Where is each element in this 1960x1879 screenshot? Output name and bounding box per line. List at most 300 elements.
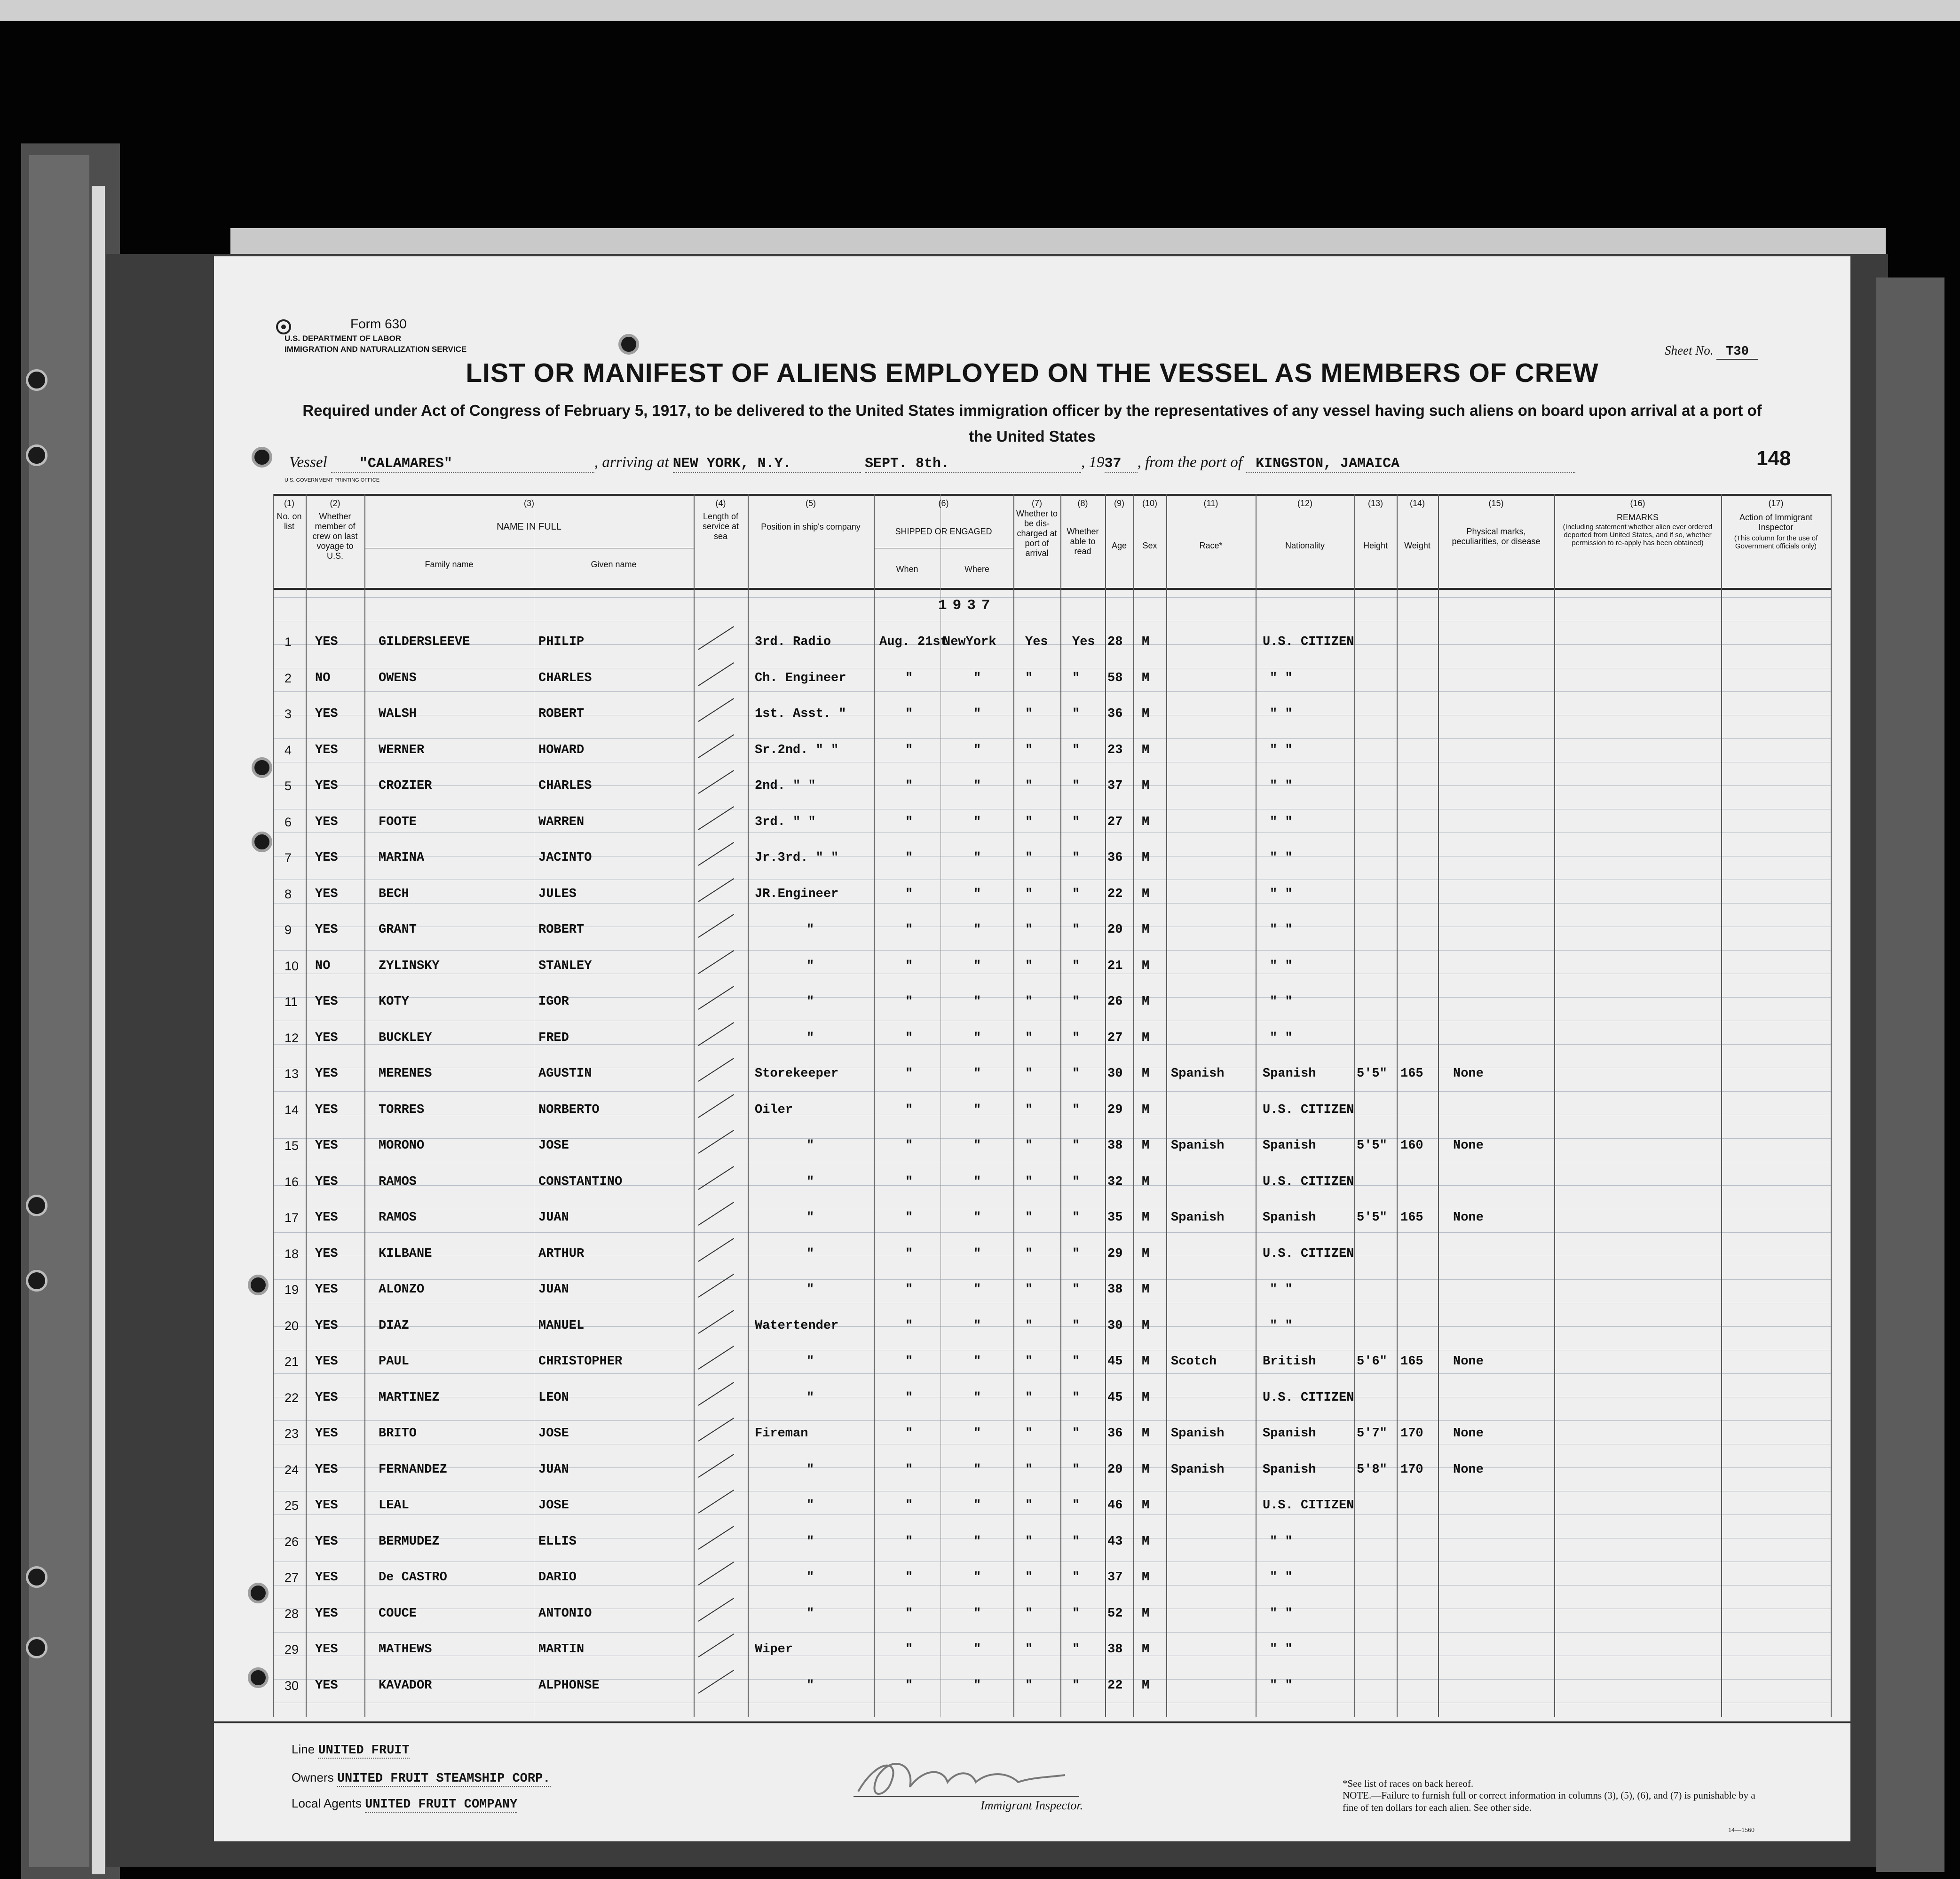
crew-age: 36 <box>1107 851 1123 865</box>
line-value: UNITED FRUIT <box>318 1744 410 1758</box>
print-code: 14—1560 <box>1728 1827 1755 1834</box>
crew-discharged: " <box>1025 1678 1033 1693</box>
crew-nationality: U.S. CITIZEN <box>1263 1498 1354 1513</box>
crew-no: 25 <box>285 1498 299 1513</box>
crew-shipped-when: " <box>905 1283 913 1297</box>
crew-age: 26 <box>1107 995 1123 1009</box>
crew-age: 22 <box>1107 1678 1123 1693</box>
service-length-mark <box>698 1058 734 1082</box>
crew-shipped-when: " <box>905 1606 913 1621</box>
crew-no: 20 <box>285 1318 299 1333</box>
crew-last-voyage: YES <box>315 1606 338 1621</box>
service-length-mark <box>698 1670 734 1694</box>
crew-given-name: CONSTANTINO <box>538 1174 623 1189</box>
crew-given-name: JOSE <box>538 1139 569 1153</box>
crew-able-to-read: " <box>1072 959 1080 973</box>
row-rule <box>273 1232 1832 1233</box>
crew-sex: M <box>1142 1427 1150 1441</box>
department-seal-icon <box>275 317 292 336</box>
crew-age: 35 <box>1107 1211 1123 1225</box>
crew-family-name: CROZIER <box>379 779 432 793</box>
crew-nationality: " " <box>1270 1283 1293 1297</box>
punch-hole <box>252 447 272 468</box>
col2-num: (2) <box>330 499 340 508</box>
row-rule <box>273 785 1832 786</box>
crew-discharged: " <box>1025 1174 1033 1189</box>
col-rule <box>273 494 274 1717</box>
crew-no: 28 <box>285 1606 299 1621</box>
crew-shipped-where: " <box>973 1031 981 1045</box>
col2-header: Whether member of crew on last voyage to U.S. <box>312 512 358 561</box>
port-label: , from the port of <box>1137 454 1242 471</box>
crew-able-to-read: " <box>1072 1462 1080 1477</box>
crew-able-to-read: " <box>1072 923 1080 937</box>
crew-able-to-read: " <box>1072 1031 1080 1045</box>
crew-given-name: HOWARD <box>538 743 585 757</box>
row-rule <box>273 691 1832 692</box>
crew-given-name: CHRISTOPHER <box>538 1355 623 1369</box>
form-number: Form 630 <box>350 317 407 331</box>
crew-shipped-where: " <box>973 1067 981 1081</box>
crew-sex: M <box>1142 1462 1150 1477</box>
crew-position: Sr.2nd. " " <box>755 743 839 757</box>
crew-position: " <box>806 1139 814 1153</box>
service-length-mark <box>698 1022 734 1046</box>
crew-shipped-where: " <box>973 851 981 865</box>
crew-nationality: U.S. CITIZEN <box>1263 1174 1354 1189</box>
col3-num: (3) <box>524 499 534 508</box>
col3-header: NAME IN FULL <box>497 522 561 532</box>
crew-shipped-where: " <box>973 1570 981 1585</box>
service-length-mark <box>698 842 734 866</box>
crew-given-name: WARREN <box>538 815 585 829</box>
table-top-rule <box>273 494 1832 496</box>
crew-nationality: Spanish <box>1263 1462 1316 1477</box>
crew-sex: M <box>1142 1031 1150 1045</box>
crew-discharged: " <box>1025 1606 1033 1621</box>
crew-able-to-read: " <box>1072 1067 1080 1081</box>
crew-nationality: " " <box>1270 1606 1293 1621</box>
crew-family-name: ZYLINSKY <box>379 959 440 973</box>
service-length-mark <box>698 1418 734 1442</box>
crew-physical-marks: None <box>1453 1355 1484 1369</box>
crew-last-voyage: YES <box>315 1174 338 1189</box>
col9-header: Age <box>1111 541 1127 550</box>
crew-discharged: " <box>1025 743 1033 757</box>
crew-position: 1st. Asst. " <box>755 707 846 721</box>
year-heading: 1937 <box>938 597 996 614</box>
binder-hole <box>26 1195 47 1216</box>
crew-last-voyage: YES <box>315 1031 338 1045</box>
service-length-mark <box>698 1094 734 1118</box>
crew-able-to-read: " <box>1072 1570 1080 1585</box>
crew-age: 30 <box>1107 1318 1123 1333</box>
service-length-mark <box>698 1598 734 1622</box>
col5-header: Position in ship's company <box>761 522 861 531</box>
crew-sex: M <box>1142 959 1150 973</box>
crew-sex: M <box>1142 1642 1150 1657</box>
crew-sex: M <box>1142 1139 1150 1153</box>
service-length-mark <box>698 626 734 650</box>
col-rule <box>1013 494 1014 1717</box>
crew-race: Spanish <box>1171 1211 1225 1225</box>
crew-family-name: TORRES <box>379 1102 425 1117</box>
row-rule <box>273 832 1832 833</box>
crew-last-voyage: YES <box>315 1246 338 1261</box>
crew-sex: M <box>1142 1390 1150 1405</box>
crew-position: " <box>806 959 814 973</box>
crew-position: Wiper <box>755 1642 793 1657</box>
crew-shipped-where: " <box>973 1355 981 1369</box>
col17-header: Action of Immigrant Inspector <box>1739 513 1813 532</box>
crew-family-name: WERNER <box>379 743 425 757</box>
crew-position: Watertender <box>755 1318 839 1333</box>
crew-given-name: LEON <box>538 1390 569 1405</box>
crew-discharged: " <box>1025 707 1033 721</box>
crew-sex: M <box>1142 1498 1150 1513</box>
crew-no: 12 <box>285 1031 299 1045</box>
crew-shipped-when: Aug. 21st <box>879 635 948 649</box>
crew-physical-marks: None <box>1453 1067 1484 1081</box>
crew-no: 21 <box>285 1355 299 1369</box>
service-length-mark <box>698 1526 734 1550</box>
crew-age: 27 <box>1107 815 1123 829</box>
crew-given-name: CHARLES <box>538 671 592 685</box>
crew-age: 30 <box>1107 1067 1123 1081</box>
row-rule <box>273 1279 1832 1280</box>
crew-family-name: FOOTE <box>379 815 417 829</box>
line-label: Line <box>292 1742 315 1756</box>
page-title: LIST OR MANIFEST OF ALIENS EMPLOYED ON THE VESSEL AS MEMBERS OF CREW <box>466 358 1599 388</box>
crew-discharged: " <box>1025 1318 1033 1333</box>
crew-shipped-when: " <box>905 923 913 937</box>
crew-physical-marks: None <box>1453 1462 1484 1477</box>
crew-discharged: " <box>1025 1427 1033 1441</box>
crew-able-to-read: " <box>1072 1174 1080 1189</box>
crew-nationality: U.S. CITIZEN <box>1263 635 1354 649</box>
crew-nationality: U.S. CITIZEN <box>1263 1246 1354 1261</box>
crew-no: 7 <box>285 851 292 865</box>
page-subtitle: Required under Act of Congress of February 5, 1917, to be delivered to the United States immigration officer by the representatives of any vessel having such aliens on board upon arrival at a port of the United States <box>302 402 1762 445</box>
crew-family-name: MATHEWS <box>379 1642 432 1657</box>
col-rule <box>1105 494 1106 1717</box>
crew-sex: M <box>1142 887 1150 901</box>
crew-shipped-where: " <box>973 707 981 721</box>
crew-last-voyage: YES <box>315 1678 338 1693</box>
service-length-mark <box>698 986 734 1010</box>
owners-field <box>292 1770 551 1786</box>
punch-hole <box>248 1583 269 1603</box>
col10-header: Sex <box>1142 541 1157 550</box>
crew-discharged: " <box>1025 671 1033 685</box>
col-rule <box>694 494 695 1717</box>
crew-shipped-where: " <box>973 1211 981 1225</box>
col-rule <box>1354 494 1355 1717</box>
crew-able-to-read: " <box>1072 1534 1080 1549</box>
crew-shipped-when: " <box>905 1139 913 1153</box>
service-length-mark <box>698 1633 734 1657</box>
crew-able-to-read: " <box>1072 1427 1080 1441</box>
punch-hole <box>252 832 272 852</box>
crew-family-name: WALSH <box>379 707 417 721</box>
crew-family-name: MERENES <box>379 1067 432 1081</box>
crew-position: " <box>806 1283 814 1297</box>
crew-position: " <box>806 995 814 1009</box>
col-rule <box>1438 494 1439 1717</box>
col13-header: Height <box>1363 541 1388 550</box>
col-rule <box>1256 494 1257 1717</box>
crew-position: " <box>806 1498 814 1513</box>
crew-family-name: BECH <box>379 887 409 901</box>
crew-shipped-where: " <box>973 887 981 901</box>
crew-no: 24 <box>285 1462 299 1477</box>
col-rule <box>364 494 365 1717</box>
crew-shipped-where: " <box>973 1102 981 1117</box>
crew-height: 5'7" <box>1357 1427 1387 1441</box>
crew-sex: M <box>1142 1174 1150 1189</box>
col16-subheader: (Including statement whether alien ever ordered deported from United States, and if so, whether permission to re-apply has been obtained) <box>1563 523 1713 547</box>
crew-last-voyage: YES <box>315 851 338 865</box>
crew-last-voyage: YES <box>315 743 338 757</box>
crew-shipped-where: " <box>973 1462 981 1477</box>
crew-position: 3rd. Radio <box>755 635 831 649</box>
crew-shipped-when: " <box>905 887 913 901</box>
crew-sex: M <box>1142 1318 1150 1333</box>
crew-shipped-where: " <box>973 1318 981 1333</box>
crew-discharged: " <box>1025 1355 1033 1369</box>
crew-race: Scotch <box>1171 1355 1217 1369</box>
col-rule <box>1554 494 1555 1717</box>
crew-shipped-when: " <box>905 1570 913 1585</box>
col12-header: Nationality <box>1285 541 1325 550</box>
crew-last-voyage: YES <box>315 1283 338 1297</box>
owners-label: Owners <box>292 1770 334 1784</box>
crew-last-voyage: YES <box>315 1462 338 1477</box>
binder-hole <box>26 369 47 391</box>
crew-shipped-when: " <box>905 815 913 829</box>
service-length-mark <box>698 1310 734 1334</box>
crew-family-name: ALONZO <box>379 1283 425 1297</box>
crew-nationality: " " <box>1270 959 1293 973</box>
crew-no: 9 <box>285 923 292 937</box>
crew-position: " <box>806 1355 814 1369</box>
crew-discharged: " <box>1025 1246 1033 1261</box>
crew-sex: M <box>1142 815 1150 829</box>
crew-no: 26 <box>285 1534 299 1549</box>
crew-shipped-when: " <box>905 671 913 685</box>
crew-height: 5'5" <box>1357 1139 1387 1153</box>
crew-physical-marks: None <box>1453 1211 1484 1225</box>
crew-nationality: " " <box>1270 1642 1293 1657</box>
crew-nationality: " " <box>1270 743 1293 757</box>
row-rule <box>273 1632 1832 1633</box>
crew-table <box>273 494 1832 1717</box>
crew-sex: M <box>1142 1283 1150 1297</box>
crew-last-voyage: YES <box>315 1355 338 1369</box>
crew-discharged: " <box>1025 815 1033 829</box>
crew-age: 22 <box>1107 887 1123 901</box>
row-rule <box>273 1373 1832 1374</box>
crew-able-to-read: " <box>1072 707 1080 721</box>
crew-able-to-read: " <box>1072 1318 1080 1333</box>
col-rule <box>1831 494 1832 1717</box>
crew-given-name: ROBERT <box>538 923 585 937</box>
crew-position: 2nd. " " <box>755 779 816 793</box>
crew-sex: M <box>1142 1534 1150 1549</box>
crew-discharged: " <box>1025 923 1033 937</box>
crew-shipped-when: " <box>905 707 913 721</box>
crew-able-to-read: " <box>1072 1139 1080 1153</box>
crew-no: 1 <box>285 635 292 649</box>
col7-header: Whether to be dis-charged at port of arrival <box>1016 509 1058 558</box>
crew-family-name: MORONO <box>379 1139 425 1153</box>
row-rule <box>273 1326 1832 1327</box>
crew-no: 4 <box>285 743 292 757</box>
crew-age: 38 <box>1107 1283 1123 1297</box>
row-rule <box>273 903 1832 904</box>
crew-age: 45 <box>1107 1355 1123 1369</box>
crew-shipped-when: " <box>905 1102 913 1117</box>
crew-age: 23 <box>1107 743 1123 757</box>
vessel-label: Vessel <box>289 454 327 471</box>
crew-shipped-where: " <box>973 1283 981 1297</box>
crew-shipped-when: " <box>905 1427 913 1441</box>
crew-age: 27 <box>1107 1031 1123 1045</box>
crew-height: 5'8" <box>1357 1462 1387 1477</box>
crew-no: 8 <box>285 887 292 901</box>
binder-hole <box>26 1637 47 1658</box>
crew-shipped-when: " <box>905 1318 913 1333</box>
crew-given-name: PHILIP <box>538 635 585 649</box>
crew-age: 36 <box>1107 707 1123 721</box>
crew-shipped-when: " <box>905 1498 913 1513</box>
crew-no: 23 <box>285 1427 299 1441</box>
col-rule <box>1133 494 1134 1717</box>
crew-position: " <box>806 1534 814 1549</box>
crew-age: 52 <box>1107 1606 1123 1621</box>
col-rule <box>1060 494 1061 1717</box>
crew-given-name: ARTHUR <box>538 1246 585 1261</box>
crew-shipped-when: " <box>905 1174 913 1189</box>
service-length-mark <box>698 914 734 938</box>
printing-office-stamp: U.S. GOVERNMENT PRINTING OFFICE <box>285 477 380 483</box>
col8-num: (8) <box>1077 499 1088 508</box>
crew-shipped-when: " <box>905 1067 913 1081</box>
crew-no: 13 <box>285 1067 299 1081</box>
crew-shipped-where: " <box>973 815 981 829</box>
penalty-note: NOTE.—Failure to furnish full or correct information in columns (3), (5), (6), and (7) is punishable by a fine of ten dollars for each alien. See other side. <box>1343 1790 1755 1813</box>
row-rule <box>273 1467 1832 1468</box>
crew-discharged: " <box>1025 1283 1033 1297</box>
crew-sex: M <box>1142 1211 1150 1225</box>
crew-family-name: KAVADOR <box>379 1678 432 1693</box>
races-note: *See list of races on back hereof. <box>1343 1778 1474 1789</box>
crew-shipped-where: " <box>973 779 981 793</box>
row-rule <box>273 1091 1832 1092</box>
vessel-line <box>289 454 1575 473</box>
row-rule <box>273 1679 1832 1680</box>
crew-able-to-read: " <box>1072 1642 1080 1657</box>
crew-position: Storekeeper <box>755 1067 839 1081</box>
crew-sex: M <box>1142 1067 1150 1081</box>
col11-num: (11) <box>1203 499 1218 508</box>
crew-no: 15 <box>285 1139 299 1153</box>
crew-no: 14 <box>285 1102 299 1117</box>
crew-family-name: RAMOS <box>379 1174 417 1189</box>
crew-physical-marks: None <box>1453 1427 1484 1441</box>
crew-given-name: JUAN <box>538 1283 569 1297</box>
crew-position: JR.Engineer <box>755 887 839 901</box>
crew-no: 2 <box>285 671 292 685</box>
crew-age: 43 <box>1107 1534 1123 1549</box>
row-rule <box>273 1514 1832 1515</box>
crew-nationality: Spanish <box>1263 1067 1316 1081</box>
crew-age: 38 <box>1107 1642 1123 1657</box>
crew-shipped-when: " <box>905 743 913 757</box>
inspector-label: Immigrant Inspector. <box>980 1799 1083 1812</box>
agents-label: Local Agents <box>292 1796 362 1810</box>
crew-age: 21 <box>1107 959 1123 973</box>
crew-given-name: JOSE <box>538 1498 569 1513</box>
crew-given-name: STANLEY <box>538 959 592 973</box>
row-rule <box>273 1138 1832 1139</box>
crew-shipped-where: " <box>973 671 981 685</box>
crew-discharged: " <box>1025 1462 1033 1477</box>
crew-shipped-where: " <box>973 995 981 1009</box>
sheet-no-value: T30 <box>1716 345 1758 360</box>
crew-no: 22 <box>285 1390 299 1405</box>
crew-discharged: " <box>1025 959 1033 973</box>
given-name-header: Given name <box>591 560 637 569</box>
crew-no: 3 <box>285 707 292 721</box>
crew-given-name: JOSE <box>538 1427 569 1441</box>
crew-age: 20 <box>1107 923 1123 937</box>
crew-last-voyage: YES <box>315 1534 338 1549</box>
crew-discharged: " <box>1025 1498 1033 1513</box>
crew-family-name: BERMUDEZ <box>379 1534 440 1549</box>
crew-position: Fireman <box>755 1427 808 1441</box>
crew-position: Oiler <box>755 1102 793 1117</box>
crew-able-to-read: " <box>1072 1283 1080 1297</box>
crew-given-name: AGUSTIN <box>538 1067 592 1081</box>
crew-sex: M <box>1142 1102 1150 1117</box>
col17-subheader: (This column for the use of Government officials only) <box>1734 534 1818 550</box>
crew-age: 45 <box>1107 1390 1123 1405</box>
sheet-number <box>1665 343 1758 359</box>
crew-sex: M <box>1142 1678 1150 1693</box>
service-length-mark <box>698 950 734 974</box>
crew-race: Spanish <box>1171 1139 1225 1153</box>
crew-physical-marks: None <box>1453 1139 1484 1153</box>
crew-family-name: MARTINEZ <box>379 1390 440 1405</box>
crew-discharged: " <box>1025 1211 1033 1225</box>
service-length-mark <box>698 698 734 722</box>
crew-sex: M <box>1142 851 1150 865</box>
crew-last-voyage: YES <box>315 1139 338 1153</box>
crew-last-voyage: YES <box>315 1570 338 1585</box>
crew-shipped-when: " <box>905 1031 913 1045</box>
crew-position: Ch. Engineer <box>755 671 846 685</box>
crew-weight: 165 <box>1400 1211 1423 1225</box>
right-binder-strip <box>1876 277 1944 1872</box>
crew-last-voyage: YES <box>315 707 338 721</box>
crew-position: " <box>806 1211 814 1225</box>
crew-nationality: " " <box>1270 1570 1293 1585</box>
crew-shipped-where: " <box>973 1246 981 1261</box>
punch-hole <box>618 334 639 355</box>
crew-no: 18 <box>285 1246 299 1261</box>
crew-last-voyage: YES <box>315 635 338 649</box>
